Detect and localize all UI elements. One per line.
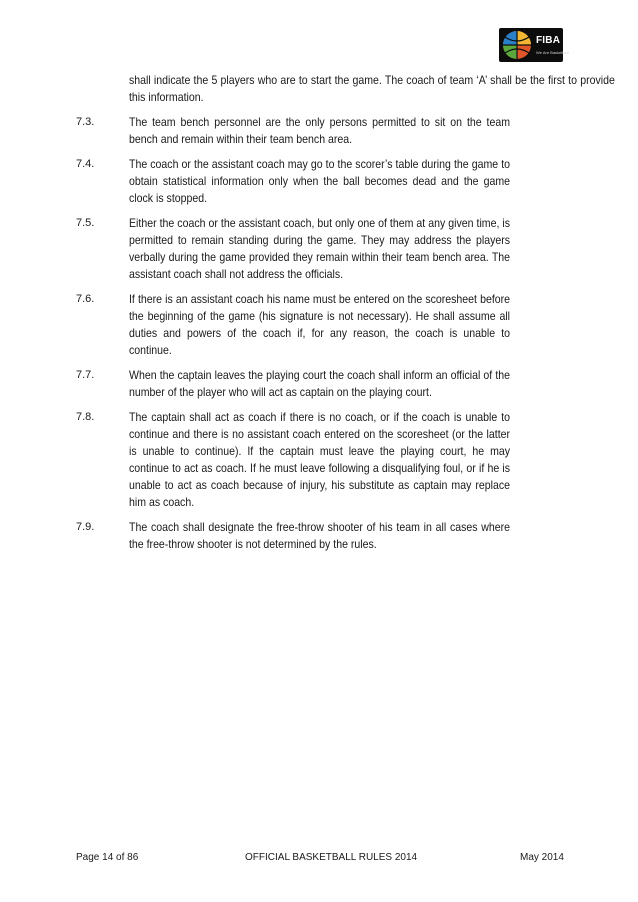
rule-number: 7.7.	[76, 369, 95, 381]
document-date: May 2014	[520, 852, 564, 863]
rule-paragraph	[76, 291, 562, 359]
intro-paragraph: shall indicate the 5 players who are to start the game. The coach of team ‘A’ shall be the first to provide this information.	[129, 73, 615, 104]
fiba-brand-text: FIBA	[536, 35, 561, 46]
rule-paragraph	[76, 215, 562, 283]
rule-text: The captain shall act as coach if there is no coach, or if the coach is unable to continue and there is no assistant coach entered on the scoresheet (or the latter is unable to continue). If the captain must leave the playing court, he may continue to act as coach. If he must leave following a disqualifying foul, or if he is unable to act as coach because of injury, his substitute as captain may replace him as coach.	[129, 410, 511, 509]
rule-number: 7.5.	[76, 217, 95, 229]
rule-number: 7.9.	[76, 521, 95, 533]
page-number: Page 14 of 86	[76, 852, 139, 863]
rule-text: The coach shall designate the free-throw shooter of his team in all cases where the free-throw shooter is not determined by the rules.	[129, 520, 511, 551]
rule-paragraph	[76, 519, 562, 553]
fiba-ball-icon	[499, 28, 537, 62]
rule-text: If there is an assistant coach his name must be entered on the scoresheet before the beginning of the game (his signature is not necessary). He shall assume all duties and powers of the coach if, for any reason, the coach is unable to continue.	[129, 292, 511, 357]
rule-number: 7.6.	[76, 293, 95, 305]
rule-text: Either the coach or the assistant coach, but only one of them at any given time, is permitted to remain standing during the game. They may address the players verbally during the game provided they remain within their team bench area. The assistant coach shall not address the officials.	[129, 216, 511, 281]
rule-number: 7.4.	[76, 158, 95, 170]
rule-paragraph	[76, 409, 562, 511]
rule-text: The team bench personnel are the only persons permitted to sit on the team bench and remain within their team bench area.	[129, 115, 511, 146]
rule-paragraph	[76, 156, 562, 207]
rule-paragraph	[76, 114, 562, 148]
rule-number: 7.8.	[76, 411, 95, 423]
fiba-tagline: We Are Basketball	[536, 50, 569, 55]
document-title: OFFICIAL BASKETBALL RULES 2014	[245, 852, 418, 863]
rule-number: 7.3.	[76, 116, 95, 128]
paragraph-list	[76, 114, 562, 553]
rule-text: When the captain leaves the playing court the coach shall inform an official of the number of the player who will act as captain on the playing court.	[129, 368, 511, 399]
rule-text: The coach or the assistant coach may go to the scorer’s table during the game to obtain statistical information only when the ball becomes dead and the game clock is stopped.	[129, 157, 511, 205]
rules-content	[76, 72, 615, 553]
rule-paragraph	[76, 367, 562, 401]
fiba-logo	[499, 28, 569, 62]
